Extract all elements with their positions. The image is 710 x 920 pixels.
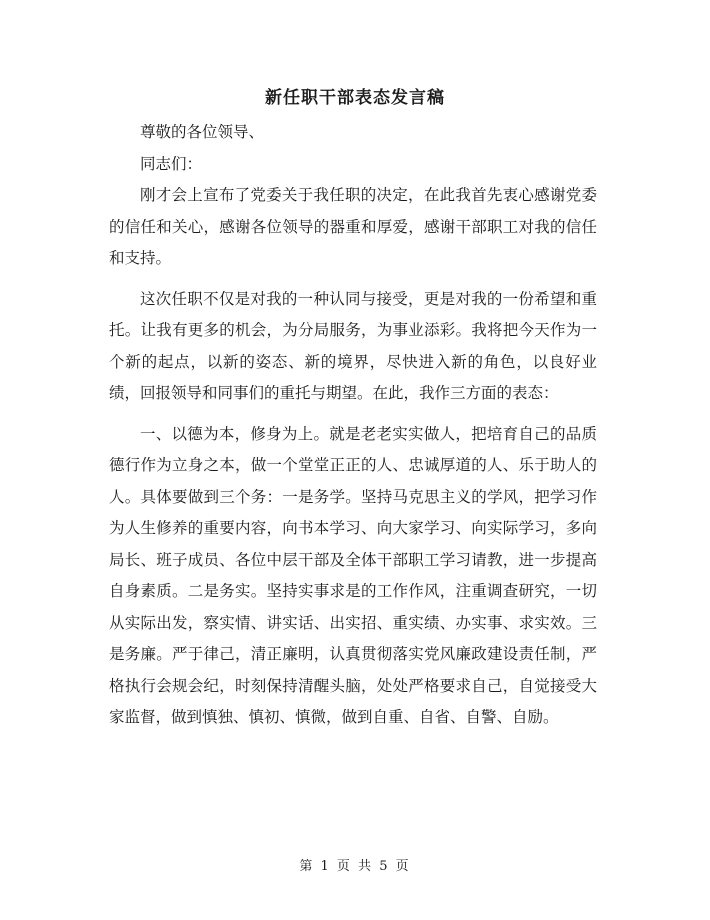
- paragraph-1: 刚才会上宣布了党委关于我任职的决定，在此我首先衷心感谢党委的信任和关心，感谢各位领导的器重和厚爱，感谢干部职工对我的信任和支持。: [109, 186, 597, 267]
- paragraph-3: 一、以德为本，修身为上。就是老老实实做人，把培育自己的品质德行作为立身之本，做一个堂堂正正的人、忠诚厚道的人、乐于助人的人。具体要做到三个务：一是务学。坚持马克思主义的学风，把学习作为人生修养的重要内容，向书本学习、向大家学习、向实际学习，多向局长、班子成员、各位中层干部及全体干部职工学习请教，进一步提高自身素质。二是务实。坚持实事求是的工作作风，注重调查研究，一切从实际出发，察实情、讲实话、出实招、重实绩、办实事、求实效。三是务廉。严于律己，清正廉明，认真贯彻落实党风廉政建设责任制，严格执行会规会纪，时刻保持清醒头脑，处处严格要求自己，自觉接受大家监督，做到慎独、慎初、慎微，做到自重、自省、自警、自励。: [109, 424, 597, 726]
- salutation-line-2: 同志们：: [140, 154, 203, 173]
- document-body: [109, 117, 597, 734]
- page-number-footer: 第 1 页 共 5 页: [299, 859, 411, 874]
- salutation-line-1: 尊敬的各位领导、: [140, 123, 265, 141]
- document-title: 新任职干部表态发言稿: [265, 88, 445, 108]
- paragraph-2: 这次任职不仅是对我的一种认同与接受，更是对我的一份希望和重托。让我有更多的机会，为分局服务，为事业添彩。我将把今天作为一个新的起点，以新的姿态、新的境界，尽快进入新的角色，以良好业绩，回报领导和同事们的重托与期望。在此，我作三方面的表态：: [109, 289, 597, 402]
